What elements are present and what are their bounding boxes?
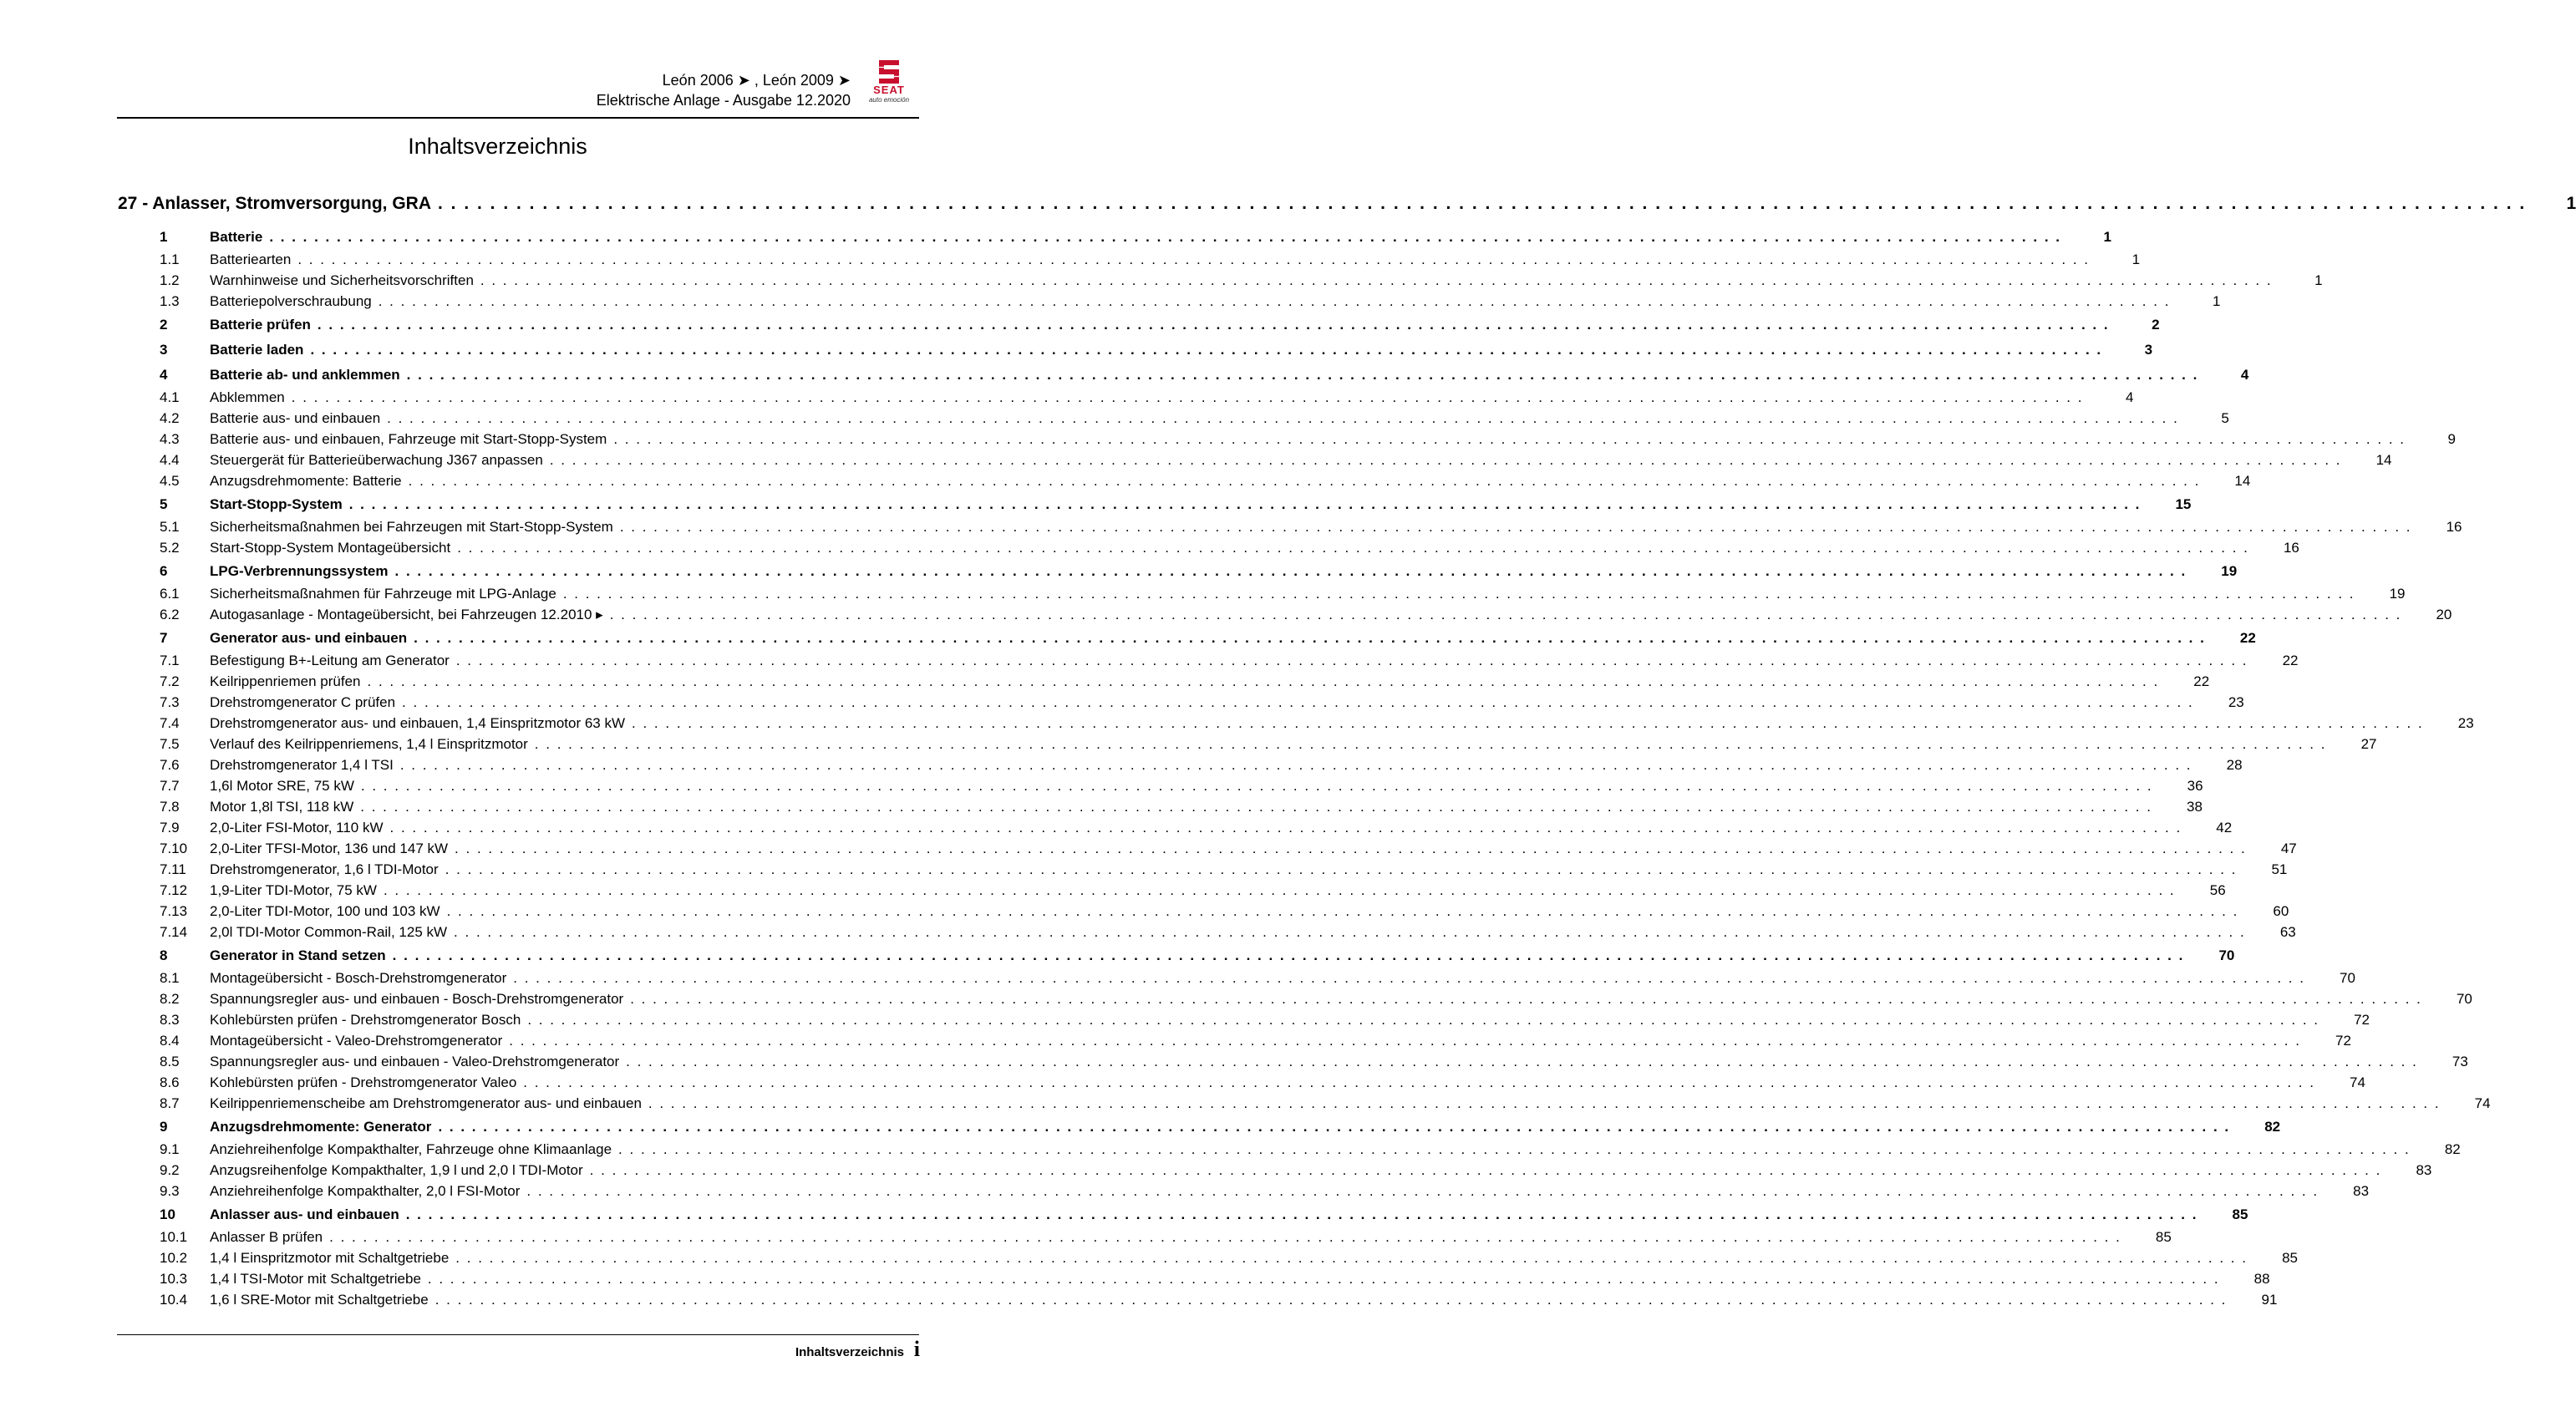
toc-entry-number: 8.2 [160,991,180,1007]
toc-entry[interactable] [118,492,2192,516]
toc-entry-title: Start-Stopp-System [210,496,343,512]
toc-entry-page: 1 [2103,229,2111,245]
toc-entry-title: Kohlebürsten prüfen - Drehstromgenerator Valeo [210,1074,517,1090]
toc-dot-leader: . . . . . . . . . . . . . . . . . . . . . . . . . . . . . . . . . . . . . . . . . . . . . . . . . . . . . . . . . . . . . . . . . . . . . . . . . . . . . . . . . . . . . . . . . . . . . . . . . . . . . . . . . . . . . . . . . . . . . . . . . . . . . . . . . . . . . . . . . . . . . . . . . . . . . . . . . . . . . . . . [509,1033,2301,1049]
toc-dot-leader: . . . . . . . . . . . . . . . . . . . . . . . . . . . . . . . . . . . . . . . . . . . . . . . . . . . . . . . . . . . . . . . . . . . . . . . . . . . . . . . . . . . . . . . . . . . . . . . . . . . . . . . . . . . . . . . . . . . . . . . . . . . . . . . . . . . . . . . . . . . . . . . . . . . . . . . . . . . . . . . . [427,1271,2220,1287]
toc-dot-leader: . . . . . . . . . . . . . . . . . . . . . . . . . . . . . . . . . . . . . . . . . . . . . . . . . . . . . . . . . . . . . . . . . . . . . . . . . . . . . . . . . . . . . . . . . . . . . . . . . . . . . . . . . . . . . . . . . . . . . . . . . . . . . . . . . . . . . . . . . . . . . . . . . . . . . . . . . . . . . . . . [383,882,2176,898]
toc-entry[interactable] [118,922,2296,942]
toc-entry[interactable] [118,516,2462,537]
toc-entry-page: 3 [2144,342,2153,358]
toc-dot-leader: . . . . . . . . . . . . . . . . . . . . . . . . . . . . . . . . . . . . . . . . . . . . . . . . . . . . . . . . . . . . . . . . . . . . . . . . . . . . . . . . . . . . . . . . . . . . . . . . . . . . . . . . . . . . . . . . . . . . . . . . . . . . . . . . . . . . . . . . . . . . . . . . . . . . . . . . . . . . . . . . [445,861,2238,877]
toc-dot-leader: . . . . . . . . . . . . . . . . . . . . . . . . . . . . . . . . . . . . . . . . . . . . . . . . . . . . . . . . . . . . . . . . . . . . . . . . . . . . . . . . . . . . . . . . . . . . . . . . . . . . . . . . . . . . . . . . . . . . . . . . . . . . . . . . . . . . . . . . . . . . . . . . . . . . . . . . . . . . . . . . [310,342,2103,358]
toc-dot-leader: . . . . . . . . . . . . . . . . . . . . . . . . . . . . . . . . . . . . . . . . . . . . . . . . . . . . . . . . . . . . . . . . . . . . . . . . . . . . . . . . . . . . . . . . . . . . . . . . . . . . . . . . . . . . . . . . . . . . . . . . . . . . . . . . . . . . . . . . . . . . . . . . . . . . . . . . . . . . . . . . [526,1183,2319,1199]
toc-entry-title: Generator in Stand setzen [210,947,386,963]
toc-entry-page: 4 [2125,389,2134,405]
toc-entry-page: 9 [2447,431,2456,447]
toc-entry[interactable] [118,604,2452,625]
toc-entry-page: 72 [2354,1012,2370,1028]
seat-s-emblem-icon [859,58,919,85]
toc-dot-leader: . . . . . . . . . . . . . . . . . . . . . . . . . . . . . . . . . . . . . . . . . . . . . . . . . . . . . . . . . . . . . . . . . . . . . . . . . . . . . . . . . . . . . . . . . . . . . . . . . . . . . . . . . . . . . . . . . . . . . . . . . . . . . . . . . . . . . . . . . . . . . . . . . . . . . . . . . . . . . . . . [405,1206,2198,1222]
toc-entry[interactable] [118,968,2355,988]
toc-entry-title: Warnhinweise und Sicherheitsvorschriften [210,272,474,288]
toc-dot-leader: . . . . . . . . . . . . . . . . . . . . . . . . . . . . . . . . . . . . . . . . . . . . . . . . . . . . . . . . . . . . . . . . . . . . . . . . . . . . . . . . . . . . . . . . . . . . . . . . . . . . . . . . . . . . . . . . . . . . . . . . . . . . . . . . . . . . . . . . . . . . . . . . . . . . . . . . . . . . . . . . [317,317,2110,333]
toc-entry-number: 8.1 [160,970,180,986]
toc-entry-title: Start-Stopp-System Montageübersicht [210,540,451,556]
toc-entry-page: 15 [2175,496,2192,512]
toc-entry[interactable] [118,1227,2172,1247]
toc-entry[interactable] [118,775,2203,796]
toc-dot-leader: . . . . . . . . . . . . . . . . . . . . . . . . . . . . . . . . . . . . . . . . . . . . . . . . . . . . . . . . . . . . . . . . . . . . . . . . . . . . . . . . . . . . . . . . . . . . . . . . . . . . . . . . . . . . . . . . . . . . . . . . . . . . . . . . . . . . . . . . . . . . . . . . . . . . . . . . . . . . . . . . [297,251,2091,267]
toc-entry-title: Montageübersicht - Valeo-Drehstromgenerator [210,1033,503,1049]
toc-entry-page: 22 [2193,673,2210,689]
toc-entry-number: 7.8 [160,799,180,815]
toc-entry-page: 51 [2271,861,2288,877]
toc-entry-number: 7.2 [160,673,180,689]
toc-entry-page: 14 [2234,473,2251,489]
toc-entry-page: 70 [2218,947,2235,963]
toc-entry-title: Steuergerät für Batterieüberwachung J367 anpassen [210,452,543,468]
toc-entry[interactable] [118,312,2160,337]
toc-entry-title: Verlauf des Keilrippenriemens, 1,4 l Einspritzmotor [210,736,528,752]
toc-entry-page: 60 [2273,903,2289,919]
toc-entry-number: 7 [160,630,168,646]
toc-entry-title: 1,6l Motor SRE, 75 kW [210,778,354,794]
toc-entry-title: 2,0-Liter FSI-Motor, 110 kW [210,820,384,836]
toc-entry-title: Kohlebürsten prüfen - Drehstromgenerator Bosch [210,1012,521,1028]
toc-entry[interactable] [118,626,2256,650]
toc-entry-title: Drehstromgenerator C prüfen [210,694,396,710]
toc-entry-number: 2 [160,317,168,333]
footer-page-number: i [913,1337,920,1361]
toc-entry-page: 85 [2282,1250,2298,1266]
toc-entry[interactable] [118,1181,2370,1201]
toc-dot-leader: . . . . . . . . . . . . . . . . . . . . . . . . . . . . . . . . . . . . . . . . . . . . . . . . . . . . . . . . . . . . . . . . . . . . . . . . . . . . . . . . . . . . . . . . . . . . . . . . . . . . . . . . . . . . . . . . . . . . . . . . . . . . . . . . . . . . . . . . . . . . . . . . . . . . . . . . . . . . . . . . [513,970,2305,986]
toc-entry-title: Anlasser aus- und einbauen [210,1206,399,1222]
toc-entry-number: 7.1 [160,653,180,668]
toc-entry-title: Batterie aus- und einbauen [210,410,381,426]
toc-entry[interactable] [118,1009,2370,1030]
toc-entry-number: 7.5 [160,736,180,752]
toc-dot-leader: . . . . . . . . . . . . . . . . . . . . . . . . . . . . . . . . . . . . . . . . . . . . . . . . . . . . . . . . . . . . . . . . . . . . . . . . . . . . . . . . . . . . . . . . . . . . . . . . . . . . . . . . . . . . . . . . . . . . . . . . . . . . . . . . . . . . . . . . . . . . . . . . . . . . . . . . . . . . . . . . [618,1141,2411,1157]
toc-entry-page: 20 [2436,607,2452,622]
toc-entry-number: 7.11 [160,861,186,877]
toc-dot-leader: . . . . . . . . . . . . . . . . . . . . . . . . . . . . . . . . . . . . . . . . . . . . . . . . . . . . . . . . . . . . . . . . . . . . . . . . . . . . . . . . . . . . . . . . . . . . . . . . . . . . . . . . . . . . . . . . . . . . . . . . . . . . . . . . . . . . . . . . . . . . . . . . . . . . . . . . . . . . . . . . [480,272,2273,288]
toc-entry-page: 16 [2283,540,2299,556]
toc-dot-leader: . . . . . . . . . . . . . . . . . . . . . . . . . . . . . . . . . . . . . . . . . . . . . . . . . . . . . . . . . . . . . . . . . . . . . . . . . . . . . . . . . . . . . . . . . . . . . . . . . . . . . . . . . . . . . . . . . . . . . . . . . . . . . . . . . . . . . . . . . . . . . . . . . . . . . . . . . . . . . . . . [329,1229,2121,1245]
toc-entry-page: 1 [2131,251,2141,267]
toc-entry-title: Batterie [210,229,263,245]
toc-entry-number: 10 [160,1206,175,1222]
toc-entry-page: 14 [2375,452,2392,468]
toc-entry-page: 38 [2187,799,2203,815]
toc-entry-page: 56 [2209,882,2226,898]
toc-entry[interactable] [118,754,2243,775]
toc-dot-leader: . . . . . . . . . . . . . . . . . . . . . . . . . . . . . . . . . . . . . . . . . . . . . . . . . . . . . . . . . . . . . . . . . . . . . . . . . . . . . . . . . . . . . . . . . . . . . . . . . . . . . . . . . . . . . . . . . . . . . . . . . . . . . . . . . . . . . . . . . . . . . . . . . . . . . . . . . . . . . . . . [378,293,2171,309]
toc-dot-leader: . . . . . . . . . . . . . . . . . . . . . . . . . . . . . . . . . . . . . . . . . . . . . . . . . . . . . . . . . . . . . . . . . . . . . . . . . . . . . . . . . . . . . . . . . . . . . . . . . . . . . . . . . . . . . . . . . . . . . . . . . . . . . . . . . . . . . . . . . . . . . . . . . . . . . . . . . . . . . . . . [454,924,2246,940]
toc-dot-leader: . . . . . . . . . . . . . . . . . . . . . . . . . . . . . . . . . . . . . . . . . . . . . . . . . . . . . . . . . . . . . . . . . . . . . . . . . . . . . . . . . . . . . . . . . . . . . . . . . . . . . . . . . . . . . . . . . . . . . . . . . . . . . . . . . . . . . . . . . . . . . . . . . . . . . . . . . . . . . . . . [402,694,2194,710]
toc-dot-leader: . . . . . . . . . . . . . . . . . . . . . . . . . . . . . . . . . . . . . . . . . . . . . . . . . . . . . . . . . . . . . . . . . . . . . . . . . . . . . . . . . . . . . . . . . . . . . . . . . . . . . . . . . . . . . . . . . . . . . . . . . . . . . . . . . . . . . . . . . . . . . . . . . . . . . . . . . . . . . . . . [457,540,2249,556]
toc-dot-leader: . . . . . . . . . . . . . . . . . . . . . . . . . . . . . . . . . . . . . . . . . . . . . . . . . . . . . . . . . . . . . . . . . . . . . . . . . . . . . . . . . . . . . . . . . . . . . . . . . . . . . . . . . . . . . . . . . . . . . . . . . . . . . . . . . . . . . . . . . . . . . . . . . . . . . . . . . . . . . . . . [434,1292,2228,1308]
toc-entry-number: 9.3 [160,1183,180,1199]
toc-entry-page: 36 [2187,778,2203,794]
toc-entry-page: 1 [2212,293,2221,309]
toc-entry-title: 2,0-Liter TDI-Motor, 100 und 103 kW [210,903,440,919]
toc-entry-title: Befestigung B+-Leitung am Generator [210,653,450,668]
toc-entry-number: 4 [160,367,168,383]
logo-tagline: auto emoción [868,96,910,104]
logo-wordmark: SEAT [873,84,905,96]
toc-entry-number: 4.3 [160,431,180,447]
toc-entry-title: LPG-Verbrennungssystem [210,563,389,579]
toc-entry[interactable] [118,988,2472,1009]
toc-entry-page: 28 [2226,757,2243,773]
toc-entry[interactable] [118,671,2210,692]
toc-entry-title: 2,0l TDI-Motor Common-Rail, 125 kW [210,924,448,940]
toc-entry-number: 4.1 [160,389,180,405]
toc-entry-title: 2,0-Liter TFSI-Motor, 136 und 147 kW [210,841,449,856]
toc-entry[interactable] [118,1115,2281,1139]
header-edition-line: Elektrische Anlage - Ausgabe 12.2020 [596,92,851,109]
toc-entry-number: 1.3 [160,293,180,309]
toc-entry-number: 4.5 [160,473,180,489]
toc-entry[interactable] [118,838,2297,859]
toc-dot-leader: . . . . . . . . . . . . . . . . . . . . . . . . . . . . . . . . . . . . . . . . . . . . . . . . . . . . . . . . . . . . . . . . . . . . . . . . . . . . . . . . . . . . . . . . . . . . . . . . . . . . . . . . . . . . . . . . . . . . . . . . . . . . . . . . . . . . . . . . . . . . . . . . . . . . . . . . . . . . . . . . [394,563,2187,579]
toc-entry[interactable] [118,470,2251,491]
toc-entry-page: 23 [2457,715,2474,731]
toc-entry[interactable] [118,817,2233,838]
toc-entry-title: Spannungsregler aus- und einbauen - Bosch-Drehstromgenerator [210,991,624,1007]
toc-entry-number: 8.5 [160,1054,180,1069]
toc-entry-title: Abklemmen [210,389,285,405]
table-of-contents [118,189,2576,1310]
toc-entry-number: 1.1 [160,251,180,267]
toc-entry[interactable] [118,408,2229,429]
toc-entry[interactable] [118,559,2238,583]
toc-entry[interactable] [118,537,2299,558]
footer-divider [117,1334,919,1335]
toc-entry-page: 16 [2446,519,2462,535]
toc-entry-number: 5.2 [160,540,180,556]
toc-entry[interactable] [118,1247,2298,1268]
toc-entry-page: 83 [2416,1162,2432,1178]
toc-entry-page: 27 [2360,736,2377,752]
toc-entry-number: 6.2 [160,607,180,622]
toc-dot-leader: . . . . . . . . . . . . . . . . . . . . . . . . . . . . . . . . . . . . . . . . . . . . . . . . . . . . . . . . . . . . . . . . . . . . . . . . . . . . . . . . . . . . . . . . . . . . . . . . . . . . . . . . . . . . . . . . . . . . . . . . . . . . . . . . . . . . . . . . . . . . . . . . . . . . . . . . . . . . . . . . [562,586,2355,602]
toc-entry-title: 1,4 l TSI-Motor mit Schaltgetriebe [210,1271,421,1287]
toc-entry[interactable] [118,1093,2491,1114]
toc-entry-number: 9.2 [160,1162,180,1178]
toc-entry-number: 1 [160,229,168,245]
toc-entry-page: 74 [2350,1074,2365,1090]
toc-entry-number: 3 [160,342,168,358]
toc-entry-title: Drehstromgenerator aus- und einbauen, 1,4 Einspritzmotor 63 kW [210,715,626,731]
toc-entry-page: 63 [2279,924,2296,940]
page-header [117,69,919,119]
toc-entry-title: Generator aus- und einbauen [210,630,408,646]
toc-entry-page: 82 [2444,1141,2461,1157]
toc-entry-title: Sicherheitsmaßnahmen bei Fahrzeugen mit Start-Stopp-System [210,519,613,535]
toc-entry-number: 7.10 [160,841,188,856]
toc-dot-leader: . . . . . . . . . . . . . . . . . . . . . . . . . . . . . . . . . . . . . . . . . . . . . . . . . . . . . . . . . . . . . . . . . . . . . . . . . . . . . . . . . . . . . . . . . . . . . . . . . . . . . . . . . . . . . . . . . . . . . . . . . . . . . . . . . . . . . . . . . . . . . . . . . . . . . . . . . . . . . . . . [613,431,2406,447]
toc-entry-number: 6.1 [160,586,180,602]
toc-entry-page: 1 [2566,194,2576,213]
toc-dot-leader: . . . . . . . . . . . . . . . . . . . . . . . . . . . . . . . . . . . . . . . . . . . . . . . . . . . . . . . . . . . . . . . . . . . . . . . . . . . . . . . . . . . . . . . . . . . . . . . . . . . . . . . . . . . . . . . . . . . . . . . . . . . . . . . . . . . . . . . . . . . . . . . . . . . . . . . . . . . . . . . . [269,229,2061,245]
toc-entry-page: 23 [2228,694,2244,710]
toc-entry-page: 19 [2389,586,2406,602]
toc-entry[interactable] [118,1268,2270,1289]
toc-entry[interactable] [118,734,2377,754]
toc-entry[interactable] [118,880,2226,901]
toc-dot-leader: . . . . . . . . . . . . . . . . . . . . . . . . . . . . . . . . . . . . . . . . . . . . . . . . . . . . . . . . . . . . . . . . . . . . . . . . . . . . . . . . . . . . . . . . . . . . . . . . . . . . . . . . . . . . . . . . . . . . . . . . . . . . . . . . . . . . . . . . . . . . . . . . . . . . . . . . . . . . . . . . [389,820,2182,836]
toc-dot-leader: . . . . . . . . . . . . . . . . . . . . . . . . . . . . . . . . . . . . . . . . . . . . . . . . . . . . . . . . . . . . . . . . . . . . . . . . . . . . . . . . . . . . . . . . . . . . . . . . . . . . . . . . . . . . . . . . . . . . . . . . . . . . . . . . . . . . . . . . . . . . . . . . . . . . . . . . . . . . . . . . [414,630,2206,646]
toc-entry-number: 8 [160,947,168,963]
toc-entry-number: 7.3 [160,694,180,710]
toc-entry-number: 5.1 [160,519,180,535]
toc-entry-number: 4.2 [160,410,180,426]
toc-entry[interactable] [118,1072,2365,1093]
toc-entry[interactable] [118,1289,2278,1310]
toc-entry-title: 1,4 l Einspritzmotor mit Schaltgetriebe [210,1250,450,1266]
toc-entry[interactable] [118,1139,2461,1160]
page-title: Inhaltsverzeichnis [408,134,587,159]
toc-entry-title: Anzugsreihenfolge Kompakthalter, 1,9 l und 2,0 l TDI-Motor [210,1162,583,1178]
toc-entry[interactable] [118,583,2406,604]
toc-entry[interactable] [118,225,2111,249]
toc-dot-leader: . . . . . . . . . . . . . . . . . . . . . . . . . . . . . . . . . . . . . . . . . . . . . . . . . . . . . . . . . . . . . . . . . . . . . . . . . . . . . . . . . . . . . . . . . . . . . . . . . . . . . . . . . . . . . . . . . . . . . . . . . . . . . . . . . . . . . . . . . . . . . . . . . . . . . . . . . . . . . . . . [392,947,2185,963]
toc-entry-page: 72 [2335,1033,2351,1049]
toc-entry-page: 2 [2152,317,2160,333]
toc-entry-number: 1.2 [160,272,180,288]
toc-entry[interactable] [118,429,2456,450]
toc-entry-title: Autogasanlage - Montageübersicht, bei Fahrzeugen 12.2010 ▸ [210,607,603,622]
seat-logo [859,58,919,109]
toc-entry-page: 19 [2221,563,2238,579]
toc-entry[interactable] [118,387,2134,408]
toc-entry-title: 1,9-Liter TDI-Motor, 75 kW [210,882,377,898]
toc-dot-leader: . . . . . . . . . . . . . . . . . . . . . . . . . . . . . . . . . . . . . . . . . . . . . . . . . . . . . . . . . . . . . . . . . . . . . . . . . . . . . . . . . . . . . . . . . . . . . . . . . . . . . . . . . . . . . . . . . . . . . . . . . . . . . . . . . . . . . . . . . . . . . . . . . . . . . . . . . . . . . . . . [455,1250,2248,1266]
toc-dot-leader: . . . . . . . . . . . . . . . . . . . . . . . . . . . . . . . . . . . . . . . . . . . . . . . . . . . . . . . . . . . . . . . . . . . . . . . . . . . . . . . . . . . . . . . . . . . . . . . . . . . . . . . . . . . . . . . . . . . . . . . . . . . . . . . . . . . . . . . . . . . . . . . . . . . . . . . . . . . . . . . . [360,778,2153,794]
toc-entry-page: 22 [2282,653,2299,668]
footer-label: Inhaltsverzeichnis [795,1345,904,1359]
toc-entry-title: Anziehreihenfolge Kompakthalter, 2,0 l FSI-Motor [210,1183,521,1199]
toc-entry[interactable] [118,650,2299,671]
toc-entry-page: 42 [2216,820,2233,836]
toc-entry-page: 73 [2452,1054,2468,1069]
toc-entry-number: 10.4 [160,1292,188,1308]
toc-dot-leader: . . . . . . . . . . . . . . . . . . . . . . . . . . . . . . . . . . . . . . . . . . . . . . . . . . . . . . . . . . . . . . . . . . . . . . . . . . . . . . . . . . . . . . . . . . . . . . . . . . . . . . . . . . . . . . . . . . . . . . . . . . . . . . . . . . . . . . . . . . . . . . . . . . . . . . . . . . . . . . . . [619,519,2412,535]
toc-entry-page: 91 [2261,1292,2278,1308]
toc-dot-leader: . . . . . . . . . . . . . . . . . . . . . . . . . . . . . . . . . . . . . . . . . . . . . . . . . . . . . . . . . . . . . . . . . . . . . . . . . . . . . . . . . . . . . . . . . . . . . . . . . . . . . . . . . . . . . . . . . . . . . . . . . . . . . . . . . . . . . . . . . . . . . . . . . . . . . . . . . . . . . . . . [446,903,2239,919]
toc-entry-page: 85 [2155,1229,2172,1245]
toc-entry-title: Motor 1,8l TSI, 118 kW [210,799,354,815]
toc-entry-number: 7.6 [160,757,180,773]
toc-entry-title: Drehstromgenerator 1,4 l TSI [210,757,394,773]
toc-dot-leader: . . . . . . . . . . . . . . . . . . . . . . . . . . . . . . . . . . . . . . . . . . . . . . . . . . . . . . . . . . . . . . . . . . . . . . . . . . . . . . . . . . . . . . . . . . . . . . . . . . . . . . . . . . . . . . . . . . . . . . . . . . . . . . . . . . . . . . . . . . . . . . . . . . . . . . . . . . . . . . . . [609,607,2402,622]
toc-dot-leader: . . . . . . . . . . . . . . . . . . . . . . . . . . . . . . . . . . . . . . . . . . . . . . . . . . . . . . . . . . . . . . . . . . . . . . . . . . . . . . . . . . . . . . . . . . . . . . . . . . . . . . . . . . . . . . . . . . . . . . . . . . . . . . . . . . . . . . . . . . . . . . . . . . . . . . . . . . . . . . . . [455,841,2247,856]
toc-entry-page: 83 [2353,1183,2370,1199]
toc-entry-title: Anzugsdrehmomente: Generator [210,1119,432,1135]
toc-entry[interactable] [118,713,2474,734]
toc-entry-number: 7.4 [160,715,180,731]
toc-entry-title: Spannungsregler aus- und einbauen - Valeo-Drehstromgenerator [210,1054,620,1069]
toc-entry[interactable] [118,338,2153,362]
toc-entry-number: 9 [160,1119,168,1135]
toc-dot-leader: . . . . . . . . . . . . . . . . . . . . . . . . . . . . . . . . . . . . . . . . . . . . . . . . . . . . . . . . . . . . . . . . . . . . . . . . . . . . . . . . . . . . . . . . . . . . . . . . . . . . . . . . . . . . . . . . . . . . . . . . . . . . . . . . . . . . . . . . . . . . . . . . . . . . . . . . . . . . . . . . [367,673,2160,689]
toc-dot-leader: . . . . . . . . . . . . . . . . . . . . . . . . . . . . . . . . . . . . . . . . . . . . . . . . . . . . . . . . . . . . . . . . . . . . . . . . . . . . . . . . . . . . . . . . . . . . . . . . . . . . . . . . . . . . . . . . . . . . . . . . . . . . . . . . . . . . . . . . . . . . . . . . . . . . . . . . . . . . . . . . [399,757,2192,773]
toc-dot-leader: . . . . . . . . . . . . . . . . . . . . . . . . . . . . . . . . . . . . . . . . . . . . . . . . . . . . . . . . . . . . . . . . . . . . . . . . . . . . . . . . . . . . . . . . . . . . . . . . . . . . . . . . . . . . . . . . . . . . . . . . . . . . . . . . . . . . . . . . . . . . . . . . . . . . . . . . . . . . . . . . [438,1119,2231,1135]
toc-dot-leader: . . . . . . . . . . . . . . . . . . . . . . . . . . . . . . . . . . . . . . . . . . . . . . . . . . . . . . . . . . . . . . . . . . . . . . . . . . . . . . . . . . . . . . . . . . . . . . . . . . . . . . . . . . . . . . . . . . . . . . . . . . . . . . . . . . . . . . . . . . . . . . . . . . . . . . . . . . . . . . . . [527,1012,2319,1028]
toc-entry-page: 22 [2239,630,2256,646]
toc-entry-title: Batteriepolverschraubung [210,293,372,309]
toc-entry-number: 8.3 [160,1012,180,1028]
toc-entry-number: 5 [160,496,168,512]
toc-dot-leader: . . . . . . . . . . . . . . . . . . . . . . . . . . . . . . . . . . . . . . . . . . . . . . . . . . . . . . . . . . . . . . . . . . . . . . . . . . . . . . . . . . . . . . . . . . . . . . . . . . . . . . . . . . . . . . . . . . . . . . . . . . . . . . . . . . . . . . . . . . . . . . . . . . . . . . . . . . . . . . . . [630,991,2422,1007]
toc-entry-title: 1,6 l SRE-Motor mit Schaltgetriebe [210,1292,429,1308]
toc-entry-page: 70 [2456,991,2472,1007]
toc-entry-title: Anziehreihenfolge Kompakthalter, Fahrzeuge ohne Klimaanlage [210,1141,612,1157]
toc-entry-title: Drehstromgenerator, 1,6 l TDI-Motor [210,861,439,877]
toc-entry[interactable] [118,796,2203,817]
toc-entry-number: 8.6 [160,1074,180,1090]
toc-entry-title: 27 - Anlasser, Stromversorgung, GRA [118,194,431,213]
toc-entry-page: 1 [2314,272,2323,288]
toc-dot-leader: . . . . . . . . . . . . . . . . . . . . . . . . . . . . . . . . . . . . . . . . . . . . . . . . . . . . . . . . . . . . . . . . . . . . . . . . . . . . . . . . . . . . . . . . . . . . . . . . . . . . . . . . . . . . . . . . . . . . . . . . . . . . . . . . . . . . . . . . . . . . . . . . . . . . . . . . . . . . . . . . [549,452,2342,468]
toc-dot-leader: . . . . . . . . . . . . . . . . . . . . . . . . . . . . . . . . . . . . . . . . . . . . . . . . . . . . . . . . . . . . . . . . . . . . . . . . . . . . . . . . . . . . . . . . . . . . . . . . . . . . . . . . . . . . . . . . . . . . . . . . . . . . . . . . . . . . . . . . . . . . . . . . . . . . . . . . . . . . . . . . [387,410,2179,426]
toc-dot-leader: . . . . . . . . . . . . . . . . . . . . . . . . . . . . . . . . . . . . . . . . . . . . . . . . . . . . . . . . . . . . . . . . . . . . . . . . . . . . . . . . . . . . . . . . . . . . . . . . . . . . . . . . . . . . . . . . . . . . . . . . . . . . . . . . . . . . . . . . . . . . . . . . . . . . . . . . . . . . . . . . [523,1074,2315,1090]
toc-entry-title: Batterie ab- und anklemmen [210,367,400,383]
toc-entry-number: 10.2 [160,1250,188,1266]
toc-entry-title: Anlasser B prüfen [210,1229,323,1245]
toc-dot-leader: . . . . . . . . . . . . . . . . . . . . . . . . . . . . . . . . . . . . . . . . . . . . . . . . . . . . . . . . . . . . . . . . . . . . . . . . . . . . . . . . . . . . . . . . . . . . . . . . . . . . . . . . . . . . . . . . . . . . . . . . . . . . . . . . . . . . . . . . . . . . . . . . . . . . . . . . . . . . . . . . [589,1162,2382,1178]
toc-entry-page: 4 [2240,367,2249,383]
toc-entry[interactable] [118,943,2235,968]
toc-dot-leader: . . . . . . . . . . . . . . . . . . . . . . . . . . . . . . . . . . . . . . . . . . . . . . . . . . . . . . . . . . . . . . . . . . . . . . . . . . . . . . . . . . . . . . . . . . . . . . . . . . . . . . . . . . . . . . . . . . . . . . . . . . . . . . . . . . . . . . . . . . . . . . . . . . . . . . . . . . . . . . . . [406,367,2199,383]
toc-dot-leader: . . . . . . . . . . . . . . . . . . . . . . . . . . . . . . . . . . . . . . . . . . . . . . . . . . . . . . . . . . . . . . . . . . . . . . . . . . . . . . . . . . . . . . . . . . . . . . . . . . . . . . . . . . . . . . . . . . . . . . . . . . . . . . . . . . . . . . . . . . . . . . . . . . . . . . . . . . . . . . . . [632,715,2424,731]
toc-entry-number: 6 [160,563,168,579]
toc-entry-number: 4.4 [160,452,180,468]
header-model-line: León 2006 ➤ , León 2009 ➤ [662,72,851,89]
toc-entry-title: Batterie prüfen [210,317,311,333]
toc-dot-leader: . . . . . . . . . . . . . . . . . . . . . . . . . . . . . . . . . . . . . . . . . . . . . . . . . . . . . . . . . . . . . . . . . . . . . . . . . . . . . . . . . . . . . . . . . . . . . . . . . . . . . . . . . . . . . . . . . . . . . . . . . . . . . . . . . . . . . . . . . . . . . . . . . . . . . . . . . . . . . . . . [348,496,2142,512]
toc-entry[interactable] [118,189,2576,224]
toc-entry[interactable] [118,363,2249,387]
toc-entry[interactable] [118,1202,2248,1227]
toc-entry-number: 9.1 [160,1141,180,1157]
toc-dot-leader: . . . . . . . . . . . . . . . . . . . . . . . . . . . . . . . . . . . . . . . . . . . . . . . . . . . . . . . . . . . . . . . . . . . . . . . . . . . . . . . . . . . . . . . . . . . . . . . . . . . . . . . . . . . . . . . . . . . . . . . . . . . . . . . . . . . . . . . . . . . . . . . . . . . . . . . . . . . . . . . . [648,1095,2441,1111]
toc-entry-number: 7.12 [160,882,188,898]
toc-entry-title: Keilrippenriemen prüfen [210,673,361,689]
toc-entry[interactable] [118,249,2141,270]
toc-dot-leader: . . . . . . . . . . . . . . . . . . . . . . . . . . . . . . . . . . . . . . . . . . . . . . . . . . . . . . . . . . . . . . . . . . . . . . . . . . . . . . . . . . . . . . . . . . . . . . . . . . . . . . . . . . . . . . . . . . . . . . . . . . . . . . . . . . . . . . . . . . . . . . . . . . . . . . . . . . . . . . . . [455,653,2248,668]
toc-dot-leader: . . . . . . . . . . . . . . . . . . . . . . . . . . . . . . . . . . . . . . . . . . . . . . . . . . . . . . . . . . . . . . . . . . . . . . . . . . . . . . . . . . . . . . . . . . . . . . . . . . . . . . . . . . . . . . . . . . . . . . . . . . . . . . . . . . . . . . . . . . . . . . . . . . . . . . . . . . . . . . . . [408,473,2201,489]
toc-entry-title: Batterie laden [210,342,304,358]
toc-dot-leader: . . . . . . . . . . . . . . . . . . . . . . . . . . . . . . . . . . . . . . . . . . . . . . . . . . . . . . . . . . . . . . . . . . . . . . . . . . . . . . . . . . . . . . . . . . . . . . . . . . . . . . . . . . . . . . . . . . . . . . . . . . . . . . . . . . . . . . . . . . . . . . . . . . . . . . . . . . . . . . . . [438,194,2527,213]
toc-entry-number: 7.14 [160,924,188,940]
toc-entry-title: Keilrippenriemenscheibe am Drehstromgenerator aus- und einbauen [210,1095,642,1111]
toc-entry-number: 7.7 [160,778,180,794]
toc-entry-number: 8.7 [160,1095,180,1111]
toc-entry-page: 88 [2253,1271,2270,1287]
toc-entry-title: Batterie aus- und einbauen, Fahrzeuge mit Start-Stopp-System [210,431,607,447]
toc-entry[interactable] [118,270,2323,291]
toc-entry-title: Sicherheitsmaßnahmen für Fahrzeuge mit LPG-Anlage [210,586,556,602]
toc-entry-title: Batteriearten [210,251,292,267]
toc-entry[interactable] [118,1051,2468,1072]
toc-entry[interactable] [118,450,2392,470]
toc-entry-title: Montageübersicht - Bosch-Drehstromgenerator [210,970,507,986]
toc-dot-leader: . . . . . . . . . . . . . . . . . . . . . . . . . . . . . . . . . . . . . . . . . . . . . . . . . . . . . . . . . . . . . . . . . . . . . . . . . . . . . . . . . . . . . . . . . . . . . . . . . . . . . . . . . . . . . . . . . . . . . . . . . . . . . . . . . . . . . . . . . . . . . . . . . . . . . . . . . . . . . . . . [534,736,2327,752]
toc-dot-leader: . . . . . . . . . . . . . . . . . . . . . . . . . . . . . . . . . . . . . . . . . . . . . . . . . . . . . . . . . . . . . . . . . . . . . . . . . . . . . . . . . . . . . . . . . . . . . . . . . . . . . . . . . . . . . . . . . . . . . . . . . . . . . . . . . . . . . . . . . . . . . . . . . . . . . . . . . . . . . . . . [360,799,2152,815]
header-text [597,70,851,110]
toc-entry-number: 10.3 [160,1271,188,1287]
toc-entry-number: 7.9 [160,820,180,836]
toc-entry-page: 74 [2474,1095,2491,1111]
toc-entry-page: 5 [2221,410,2229,426]
toc-entry[interactable] [118,291,2221,312]
toc-entry[interactable] [118,901,2289,922]
toc-dot-leader: . . . . . . . . . . . . . . . . . . . . . . . . . . . . . . . . . . . . . . . . . . . . . . . . . . . . . . . . . . . . . . . . . . . . . . . . . . . . . . . . . . . . . . . . . . . . . . . . . . . . . . . . . . . . . . . . . . . . . . . . . . . . . . . . . . . . . . . . . . . . . . . . . . . . . . . . . . . . . . . . [291,389,2084,405]
toc-entry-number: 7.13 [160,903,188,919]
toc-entry-title: Anzugsdrehmomente: Batterie [210,473,402,489]
toc-entry-page: 85 [2232,1206,2248,1222]
toc-entry-page: 70 [2340,970,2355,986]
toc-entry[interactable] [118,692,2244,713]
toc-entry[interactable] [118,1160,2432,1181]
toc-dot-leader: . . . . . . . . . . . . . . . . . . . . . . . . . . . . . . . . . . . . . . . . . . . . . . . . . . . . . . . . . . . . . . . . . . . . . . . . . . . . . . . . . . . . . . . . . . . . . . . . . . . . . . . . . . . . . . . . . . . . . . . . . . . . . . . . . . . . . . . . . . . . . . . . . . . . . . . . . . . . . . . . [626,1054,2418,1069]
toc-entry-page: 47 [2280,841,2297,856]
toc-entry-number: 10.1 [160,1229,188,1245]
toc-entry[interactable] [118,859,2288,880]
toc-entry[interactable] [118,1030,2351,1051]
toc-entry-page: 82 [2264,1119,2281,1135]
toc-entry-number: 8.4 [160,1033,180,1049]
